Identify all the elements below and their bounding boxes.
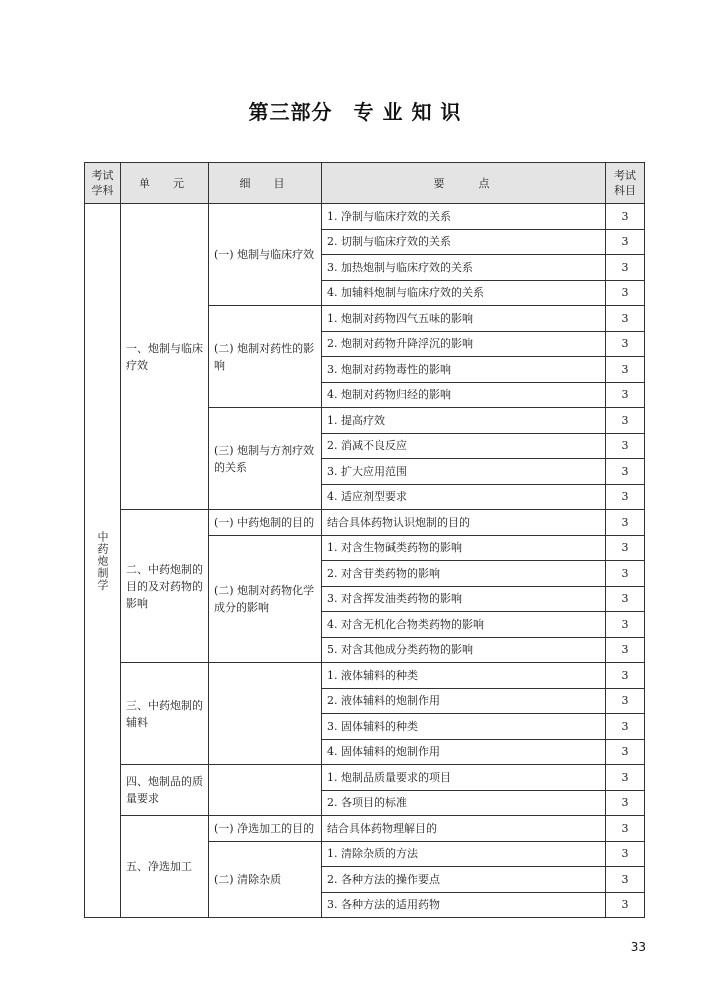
table-row [85, 816, 645, 842]
item-cell: (二) 炮制对药物化学成分的影响 [209, 535, 322, 663]
score-cell: 3 [606, 280, 645, 306]
score-cell: 3 [606, 535, 645, 561]
table-row [85, 510, 645, 536]
header-item: 细 目 [209, 163, 322, 204]
point-cell: 3. 炮制对药物毒性的影响 [322, 357, 606, 383]
table-row [85, 204, 645, 230]
score-cell: 3 [606, 663, 645, 689]
score-cell: 3 [606, 408, 645, 434]
score-cell: 3 [606, 561, 645, 587]
point-cell: 2. 消减不良反应 [322, 433, 606, 459]
page-title: 第三部分 专 业 知 识 [248, 100, 462, 124]
score-cell: 3 [606, 255, 645, 281]
score-cell: 3 [606, 510, 645, 536]
item-cell [209, 663, 322, 765]
syllabus-table [84, 162, 645, 918]
item-cell [209, 765, 322, 816]
item-cell: (一) 净选加工的目的 [209, 816, 322, 842]
table-header-row [85, 163, 645, 204]
point-cell: 4. 适应剂型要求 [322, 484, 606, 510]
point-cell: 4. 炮制对药物归经的影响 [322, 382, 606, 408]
score-cell: 3 [606, 688, 645, 714]
header-score: 考试 科目 [606, 163, 645, 204]
point-cell: 2. 各项目的标准 [322, 790, 606, 816]
score-cell: 3 [606, 459, 645, 485]
unit-cell: 二、中药炮制的目的及对药物的影响 [121, 510, 209, 663]
score-cell: 3 [606, 739, 645, 765]
score-cell: 3 [606, 229, 645, 255]
point-cell: 2. 炮制对药物升降浮沉的影响 [322, 331, 606, 357]
point-cell: 2. 液体辅料的炮制作用 [322, 688, 606, 714]
point-cell: 1. 提高疗效 [322, 408, 606, 434]
point-cell: 1. 炮制对药物四气五味的影响 [322, 306, 606, 332]
header-subject: 考试 学科 [85, 163, 121, 204]
score-cell: 3 [606, 816, 645, 842]
score-cell: 3 [606, 586, 645, 612]
score-cell: 3 [606, 204, 645, 230]
header-unit: 单 元 [121, 163, 209, 204]
score-cell: 3 [606, 306, 645, 332]
page-number: 33 [630, 940, 646, 954]
point-cell: 4. 加辅料炮制与临床疗效的关系 [322, 280, 606, 306]
score-cell: 3 [606, 382, 645, 408]
point-cell: 1. 净制与临床疗效的关系 [322, 204, 606, 230]
header-points: 要 点 [322, 163, 606, 204]
point-cell: 结合具体药物理解目的 [322, 816, 606, 842]
point-cell: 4. 对含无机化合物类药物的影响 [322, 612, 606, 638]
unit-cell: 四、炮制品的质量要求 [121, 765, 209, 816]
point-cell: 3. 固体辅料的种类 [322, 714, 606, 740]
item-cell: (三) 炮制与方剂疗效的关系 [209, 408, 322, 510]
score-cell: 3 [606, 892, 645, 918]
score-cell: 3 [606, 637, 645, 663]
point-cell: 1. 清除杂质的方法 [322, 841, 606, 867]
unit-cell: 三、中药炮制的辅料 [121, 663, 209, 765]
table-row [85, 765, 645, 791]
score-cell: 3 [606, 612, 645, 638]
score-cell: 3 [606, 841, 645, 867]
point-cell: 3. 加热炮制与临床疗效的关系 [322, 255, 606, 281]
score-cell: 3 [606, 331, 645, 357]
unit-cell: 一、炮制与临床疗效 [121, 204, 209, 510]
table-row [85, 663, 645, 689]
item-cell: (一) 中药炮制的目的 [209, 510, 322, 536]
score-cell: 3 [606, 433, 645, 459]
point-cell: 结合具体药物认识炮制的目的 [322, 510, 606, 536]
item-cell: (一) 炮制与临床疗效 [209, 204, 322, 306]
point-cell: 1. 对含生物碱类药物的影响 [322, 535, 606, 561]
point-cell: 4. 固体辅料的炮制作用 [322, 739, 606, 765]
point-cell: 2. 各种方法的操作要点 [322, 867, 606, 893]
point-cell: 2. 对含苷类药物的影响 [322, 561, 606, 587]
item-cell: (二) 炮制对药性的影响 [209, 306, 322, 408]
point-cell: 1. 液体辅料的种类 [322, 663, 606, 689]
point-cell: 3. 各种方法的适用药物 [322, 892, 606, 918]
unit-cell: 五、净选加工 [121, 816, 209, 918]
score-cell: 3 [606, 765, 645, 791]
point-cell: 3. 扩大应用范围 [322, 459, 606, 485]
score-cell: 3 [606, 867, 645, 893]
score-cell: 3 [606, 790, 645, 816]
score-cell: 3 [606, 357, 645, 383]
score-cell: 3 [606, 484, 645, 510]
score-cell: 3 [606, 714, 645, 740]
point-cell: 1. 炮制品质量要求的项目 [322, 765, 606, 791]
point-cell: 3. 对含挥发油类药物的影响 [322, 586, 606, 612]
point-cell: 5. 对含其他成分类药物的影响 [322, 637, 606, 663]
point-cell: 2. 切制与临床疗效的关系 [322, 229, 606, 255]
item-cell: (二) 清除杂质 [209, 841, 322, 918]
subject-cell: 中药炮制学 [85, 204, 121, 918]
